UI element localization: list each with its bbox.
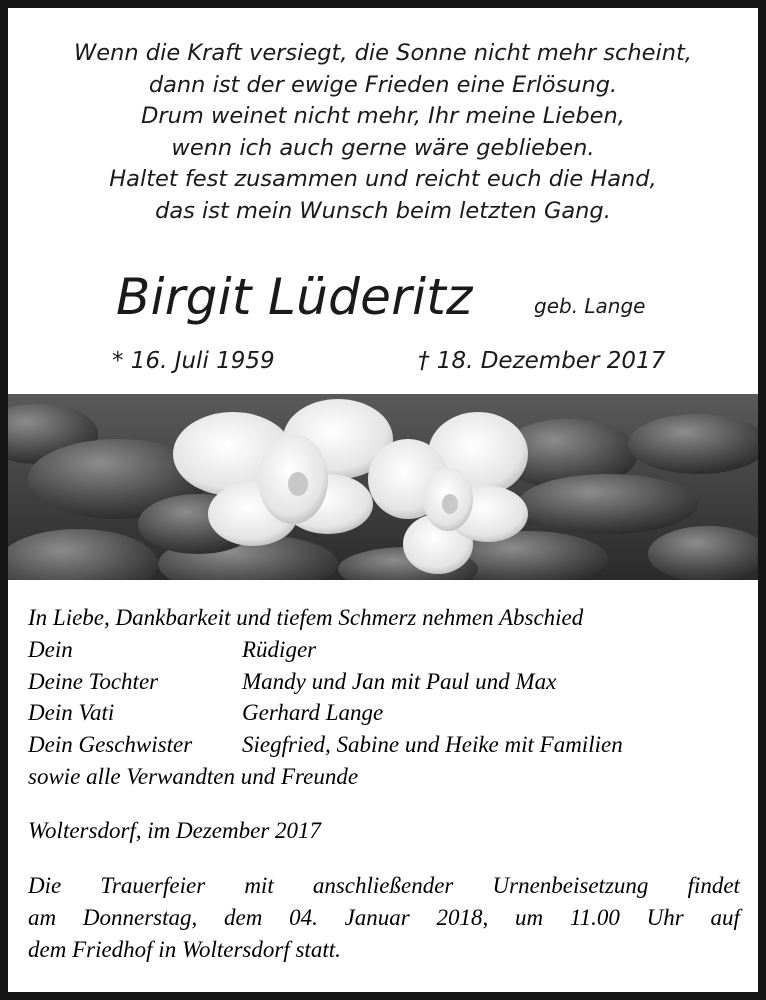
- birth-date: * 16. Juli 1959: [112, 348, 275, 374]
- life-dates: [8, 348, 758, 382]
- service-word: 2018,: [436, 904, 489, 930]
- service-word: anschließender: [312, 873, 454, 898]
- service-word: Uhr: [646, 904, 684, 930]
- deceased-name: Birgit Lüderitz: [116, 268, 473, 326]
- relation-label: Dein: [28, 636, 73, 662]
- service-word: dem: [224, 904, 263, 930]
- relation-names: Gerhard Lange: [242, 700, 384, 726]
- place-and-date: Woltersdorf, im Dezember 2017: [28, 818, 322, 843]
- mourners-closing: sowie alle Verwandten und Freunde: [28, 763, 359, 789]
- death-date: † 18. Dezember 2017: [418, 348, 666, 374]
- list-item: [28, 697, 748, 729]
- service-word: am: [28, 904, 57, 930]
- service-word: 04.: [289, 904, 318, 930]
- poem-line: Wenn die Kraft versiegt, die Sonne nicht mehr scheint,: [74, 40, 692, 66]
- poem-line: Drum weinet nicht mehr, Ihr meine Lieben,: [141, 103, 625, 129]
- relation-names: Siegfried, Sabine und Heike mit Familien: [242, 732, 623, 758]
- service-word: Die: [28, 873, 62, 898]
- poem-line: dann ist der ewige Frieden eine Erlösung.: [148, 71, 618, 98]
- service-line: [28, 902, 740, 934]
- relation-names: Mandy und Jan mit Paul und Max: [242, 668, 557, 694]
- mourners-intro: In Liebe, Dankbarkeit und tiefem Schmerz nehmen Abschied: [28, 605, 584, 630]
- service-word: Trauerfeier: [100, 873, 206, 898]
- relation-names: Rüdiger: [242, 636, 317, 662]
- relation-label: Dein Geschwister: [28, 732, 193, 758]
- service-word: 11.00: [569, 904, 620, 930]
- maiden-name: geb. Lange: [534, 294, 646, 318]
- deceased-name-row: [8, 266, 758, 336]
- poem-line: das ist mein Wunsch beim letzten Gang.: [155, 197, 611, 224]
- service-word: Urnenbeisetzung: [492, 873, 649, 898]
- relation-label: Dein Vati: [28, 700, 115, 726]
- memorial-poem: [16, 38, 750, 227]
- list-item: [28, 634, 748, 666]
- relation-label: Deine Tochter: [28, 668, 159, 694]
- poem-line: Haltet fest zusammen und reicht euch die Hand,: [109, 166, 657, 192]
- list-item: [28, 666, 748, 698]
- service-word: findet: [687, 873, 740, 898]
- service-word: um: [515, 904, 544, 930]
- poem-line: wenn ich auch gerne wäre geblieben.: [171, 134, 595, 161]
- service-word: Donnerstag,: [82, 904, 198, 930]
- funeral-service-info: [28, 870, 740, 965]
- service-line: dem Friedhof in Woltersdorf statt.: [28, 936, 341, 962]
- service-word: Januar: [344, 904, 410, 930]
- service-word: auf: [710, 904, 740, 930]
- service-word: mit: [244, 873, 274, 898]
- list-item: [28, 729, 748, 761]
- mourners-list: [28, 602, 748, 793]
- orchid-stones-image: [8, 394, 758, 580]
- service-line: [28, 870, 740, 902]
